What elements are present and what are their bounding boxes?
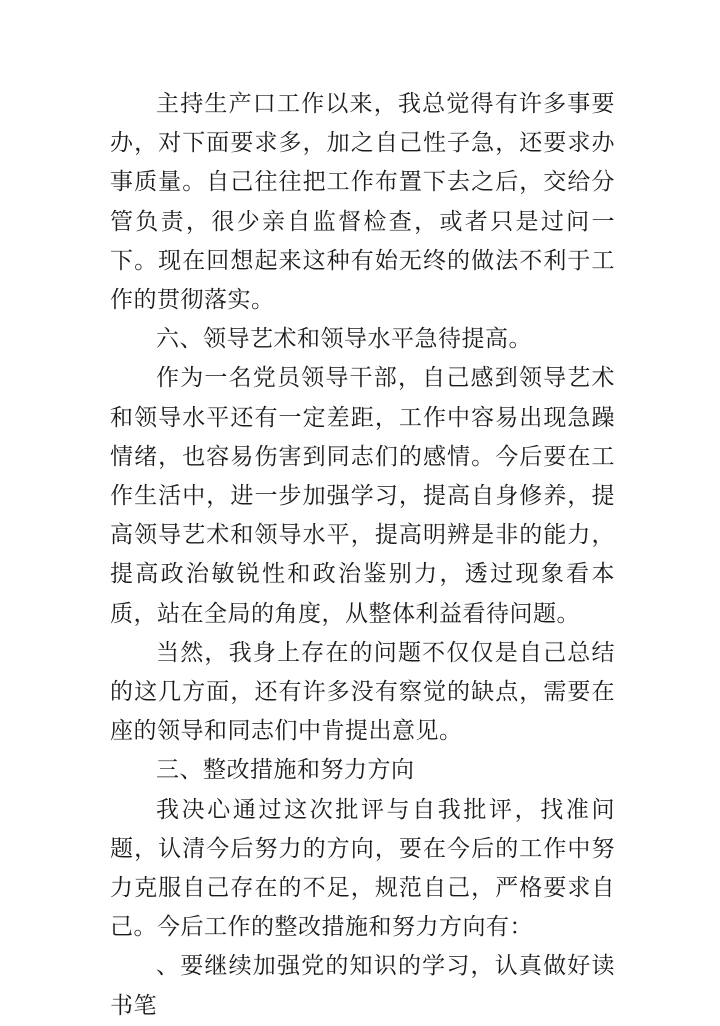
paragraph-leadership-improvement: 作为一名党员领导干部，自己感到领导艺术和领导水平还有一定差距，工作中容易出现急躁情绪，也容易伤害到同志们的感情。今后要在工作生活中，进一步加强学习，提高自身修养，提高领导艺术和领导水平，提高明辨是非的能力，提高政治敏锐性和政治鉴别力，透过现象看本质，站在全局的角度，从整体利益看待问题。 xyxy=(110,365,615,627)
heading-leadership-art: 六、领导艺术和领导水平急待提高。 xyxy=(156,326,532,353)
paragraph-continue-study: 、要继续加强党的知识的学习，认真做好读书笔 xyxy=(110,953,615,1019)
paragraph-resolution: 我决心通过这次批评与自我批评，找准问题，认清今后努力的方向，要在今后的工作中努力克服自己存在的不足，规范自己，严格要求自己。今后工作的整改措施和努力方向有： xyxy=(110,796,615,941)
paragraph-production-work: 主持生产口工作以来，我总觉得有许多事要办，对下面要求多，加之自己性子急，还要求办事质量。自己往往把工作布置下去之后，交给分管负责，很少亲自监督检查，或者只是过问一下。现在回想起来这种有始无终的做法不利于工作的贯彻落实。 xyxy=(110,91,615,314)
paragraph-request-opinions: 当然，我身上存在的问题不仅仅是自己总结的这几方面，还有许多没有察觉的缺点，需要在座的领导和同志们中肯提出意见。 xyxy=(110,639,615,745)
document-body xyxy=(110,85,615,1026)
heading-rectification-measures: 三、整改措施和努力方向 xyxy=(156,757,415,784)
